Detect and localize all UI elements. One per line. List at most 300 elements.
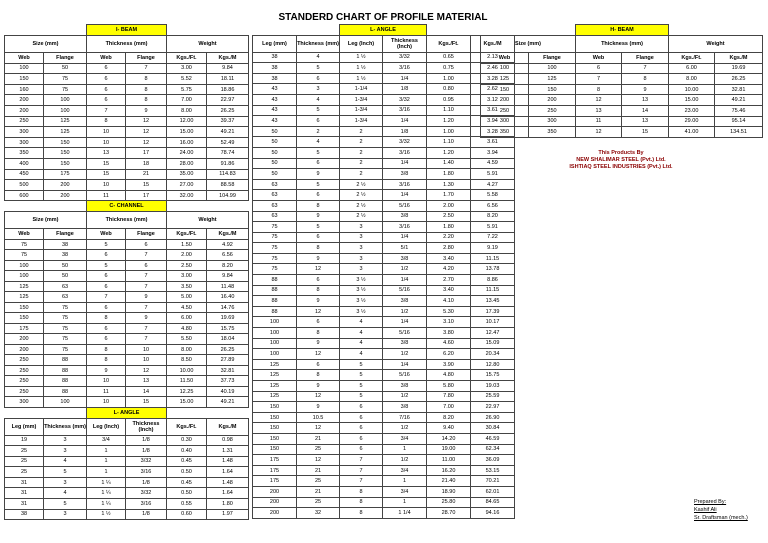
table-cell: 6 (87, 302, 126, 313)
table-cell: 12 (297, 423, 340, 434)
table-cell: 250 (5, 365, 44, 376)
table-cell: 1.97 (207, 509, 249, 520)
table-cell: 49.21 (715, 95, 763, 106)
web-header: Web (5, 228, 44, 239)
table-cell: 75 (44, 344, 87, 355)
table-cell: 3/8 (383, 253, 427, 264)
table-cell: 7/16 (383, 412, 427, 423)
table-cell: 38 (253, 63, 297, 74)
table-cell: 150 (5, 313, 44, 324)
table-cell: 3/16 (383, 63, 427, 74)
ibeam-table (4, 24, 249, 520)
table-cell: 8.20 (471, 211, 515, 222)
table-cell: 1/2 (383, 455, 427, 466)
kgm-header: Kgs./M (715, 52, 763, 63)
table-cell: 88 (253, 296, 297, 307)
table-cell: 3/32 (383, 52, 427, 63)
table-cell: 1/8 (383, 84, 427, 95)
table-cell: 8 (126, 74, 167, 85)
table-cell: 7 (126, 302, 167, 313)
table-cell: 250 (5, 376, 44, 387)
table-cell: 2 (340, 158, 383, 169)
table-cell: 12.00 (167, 116, 207, 127)
table-cell: 8 (576, 84, 622, 95)
table-cell: 7 (340, 476, 383, 487)
table-row (253, 328, 515, 339)
table-cell: 75.46 (715, 105, 763, 116)
table-cell: 450 (5, 169, 44, 180)
table-cell: 3 (340, 232, 383, 243)
prepared-by-role: Sr. Draftsman (mech.) (694, 515, 748, 521)
table-cell: 9 (297, 253, 340, 264)
table-cell: 3/4 (87, 435, 126, 446)
table-cell: 3.10 (427, 317, 471, 328)
table-cell: 88 (44, 355, 87, 366)
table-cell: 1 ¼ (87, 499, 126, 510)
table-cell: 6.56 (471, 200, 515, 211)
table-cell: 6 (87, 95, 126, 106)
table-cell: 38 (253, 73, 297, 84)
table-cell: 100 (44, 397, 87, 408)
table-cell: 25 (5, 456, 44, 467)
producer-line-1: This Products By (598, 150, 644, 156)
table-cell: 150 (5, 302, 44, 313)
table-cell: 6 (297, 190, 340, 201)
table-cell: 6.00 (669, 63, 715, 74)
table-cell: 125 (44, 116, 87, 127)
table-cell: 7 (622, 63, 669, 74)
table-row (481, 84, 763, 95)
table-cell: 94.16 (471, 508, 515, 519)
table-cell: 2 ½ (340, 200, 383, 211)
table-cell: 12 (126, 127, 167, 138)
table-cell: 200 (5, 344, 44, 355)
table-row (253, 402, 515, 413)
table-cell: 18.04 (207, 334, 249, 345)
table-cell: 100 (5, 63, 44, 74)
table-cell: 88.58 (207, 180, 249, 191)
table-cell: 6 (126, 239, 167, 250)
table-cell: 7 (126, 250, 167, 261)
table-cell: 1/4 (383, 73, 427, 84)
table-cell: 1 (383, 476, 427, 487)
table-cell: 125 (253, 381, 297, 392)
table-cell: 15.75 (471, 370, 515, 381)
table-cell: 125 (5, 281, 44, 292)
table-cell: 43 (253, 94, 297, 105)
table-cell: 3 ½ (340, 306, 383, 317)
table-cell: 7.80 (427, 391, 471, 402)
table-row (5, 435, 249, 446)
table-cell: 15.09 (471, 338, 515, 349)
table-cell: 4 (340, 349, 383, 360)
table-cell: 3 (44, 509, 87, 520)
table-cell: 125 (5, 292, 44, 303)
table-cell: 8 (126, 95, 167, 106)
table-cell: 9.84 (207, 271, 249, 282)
table-cell: 1.80 (427, 222, 471, 233)
table-cell: 8.00 (167, 344, 207, 355)
table-cell: 1/2 (383, 264, 427, 275)
table-cell: 1.40 (427, 158, 471, 169)
table-cell: 5 (87, 260, 126, 271)
table-cell: 2.70 (427, 275, 471, 286)
table-cell: 125 (253, 359, 297, 370)
table-row (5, 180, 249, 191)
thickness-header: Thickness (mm) (297, 35, 340, 52)
table-cell: 3 (340, 222, 383, 233)
table-cell: 8 (87, 344, 126, 355)
table-cell: 26.25 (207, 344, 249, 355)
section-title: C- CHANNEL (87, 201, 167, 212)
table-cell: 8 (297, 200, 340, 211)
table-cell: 84.65 (471, 497, 515, 508)
table-cell: 30.84 (471, 423, 515, 434)
table-cell: 3.00 (167, 271, 207, 282)
table-cell: 6 (297, 73, 340, 84)
table-cell: 6 (576, 63, 622, 74)
kgft-header: Kgs./Ft. (167, 418, 207, 435)
table-row (5, 446, 249, 457)
table-cell: 4.80 (427, 370, 471, 381)
table-cell: 5 (340, 359, 383, 370)
table-cell: 8 (297, 285, 340, 296)
table-row (253, 465, 515, 476)
table-cell: 9 (297, 169, 340, 180)
table-cell: 100 (253, 317, 297, 328)
table-cell: 1 ½ (87, 509, 126, 520)
table-cell: 0.55 (167, 499, 207, 510)
table-cell: 8 (297, 243, 340, 254)
table-row (253, 158, 515, 169)
table-cell: 9.19 (471, 243, 515, 254)
table-cell: 5 (297, 63, 340, 74)
leg_in-header: Leg (Inch) (340, 35, 383, 52)
section-row (5, 25, 249, 36)
table-cell: 9 (297, 381, 340, 392)
table-cell: 63 (44, 292, 87, 303)
table-cell: 16.40 (207, 292, 249, 303)
table-cell: 3/8 (383, 338, 427, 349)
table-cell: 6.56 (207, 250, 249, 261)
table-cell: 0.65 (427, 52, 471, 63)
table-cell: 63 (253, 211, 297, 222)
table-cell: 4.27 (471, 179, 515, 190)
table-cell: 1/8 (126, 509, 167, 520)
table-cell: 23.00 (669, 105, 715, 116)
table-cell: 3.61 (471, 137, 515, 148)
table-cell: 38 (253, 52, 297, 63)
table-row (5, 105, 249, 116)
table-cell: 150 (5, 74, 44, 85)
table-cell: 1 ¼ (87, 477, 126, 488)
table-cell: 14 (126, 386, 167, 397)
table-cell: 6.20 (427, 349, 471, 360)
table-cell: 25.59 (471, 391, 515, 402)
table-cell: 15 (126, 180, 167, 191)
table-cell: 5/16 (383, 328, 427, 339)
table-cell: 17 (126, 190, 167, 201)
table-cell (669, 25, 763, 36)
section-title: H- BEAM (576, 25, 669, 36)
table-cell: 14 (622, 105, 669, 116)
angle-table (252, 24, 515, 519)
leg_in-header: Leg (Inch) (87, 418, 126, 435)
weight-header: Weight (669, 35, 763, 52)
table-cell: 1/8 (126, 446, 167, 457)
table-cell: 0.95 (427, 94, 471, 105)
table-cell: 63 (44, 281, 87, 292)
table-cell: 250 (5, 355, 44, 366)
table-cell: 3.00 (167, 63, 207, 74)
table-cell: 7 (340, 465, 383, 476)
table-cell: 300 (481, 116, 529, 127)
header-row (5, 35, 249, 52)
table-cell: 50 (253, 126, 297, 137)
table-cell: 3.40 (427, 285, 471, 296)
table-row (253, 306, 515, 317)
table-cell (167, 201, 249, 212)
table-row (253, 63, 515, 74)
table-row (253, 116, 515, 127)
table-cell: 0.75 (427, 63, 471, 74)
kgft-header: Kgs./Ft. (167, 228, 207, 239)
table-cell: 37.73 (207, 376, 249, 387)
table-cell: 6 (87, 84, 126, 95)
table-row (5, 63, 249, 74)
table-cell: 1/4 (383, 359, 427, 370)
table-cell: 4.50 (167, 302, 207, 313)
table-cell: 4 (44, 456, 87, 467)
table-cell: 3.40 (427, 253, 471, 264)
table-cell: 100 (253, 349, 297, 360)
table-row (253, 264, 515, 275)
table-cell: 0.80 (427, 84, 471, 95)
table-cell: 1/8 (126, 435, 167, 446)
table-cell: 200 (44, 190, 87, 201)
table-row (5, 116, 249, 127)
table-row (5, 334, 249, 345)
table-cell: 3/16 (383, 222, 427, 233)
table-cell: 50 (253, 147, 297, 158)
table-cell: 250 (529, 105, 576, 116)
header-row (5, 418, 249, 435)
prepared-by (694, 498, 748, 522)
table-cell: 21 (126, 169, 167, 180)
table-cell: 175 (44, 169, 87, 180)
table-cell: 11.50 (167, 376, 207, 387)
section-row (5, 201, 249, 212)
table-cell: 26.90 (471, 412, 515, 423)
table-cell: 75 (5, 239, 44, 250)
table-cell: 75 (253, 232, 297, 243)
table-cell: 0.45 (167, 477, 207, 488)
table-cell: 10.5 (297, 412, 340, 423)
table-cell: 75 (44, 74, 87, 85)
table-cell: 35.00 (167, 169, 207, 180)
table-row (5, 250, 249, 261)
table-cell: 4.10 (427, 296, 471, 307)
subheader-row (5, 52, 249, 63)
table-cell: 6 (297, 275, 340, 286)
kgft-header: Kgs./Ft. (669, 52, 715, 63)
table-cell: 26.25 (715, 74, 763, 85)
table-cell: 5.58 (471, 190, 515, 201)
table-cell (5, 201, 87, 212)
table-cell: 3/4 (383, 433, 427, 444)
table-cell: 43 (253, 105, 297, 116)
table-cell: 7 (340, 455, 383, 466)
table-cell: 75 (253, 264, 297, 275)
table-cell: 9 (297, 296, 340, 307)
table-row (253, 222, 515, 233)
table-cell: 15 (87, 169, 126, 180)
table-cell: 100 (44, 105, 87, 116)
table-cell: 4.92 (207, 239, 249, 250)
table-cell: 13 (126, 376, 167, 387)
table-cell: 10 (126, 344, 167, 355)
table-cell: 300 (5, 137, 44, 148)
table-cell: 8 (126, 84, 167, 95)
table-row (5, 467, 249, 478)
table-cell: 3/32 (126, 456, 167, 467)
table-cell: 15.75 (207, 323, 249, 334)
table-cell: 8.86 (471, 275, 515, 286)
table-cell: 5.30 (427, 306, 471, 317)
table-row (5, 477, 249, 488)
table-cell: 3 (340, 243, 383, 254)
table-cell: 50 (44, 271, 87, 282)
table-cell: 5 (340, 391, 383, 402)
table-cell: 32.81 (715, 84, 763, 95)
table-row (253, 190, 515, 201)
table-cell: 4.60 (427, 338, 471, 349)
table-cell: 3 ½ (340, 285, 383, 296)
table-cell: 100 (253, 338, 297, 349)
producer-line-3: ISHTIAQ STEEL INDUSTRIES (Pvt.) Ltd. (569, 164, 673, 170)
kgm-header: Kgs./M (471, 35, 515, 52)
table-cell: 150 (253, 444, 297, 455)
table-cell: 1.80 (427, 169, 471, 180)
table-row (253, 105, 515, 116)
table-cell: 2 (340, 137, 383, 148)
table-cell: 3/16 (126, 467, 167, 478)
table-cell: 70.21 (471, 476, 515, 487)
table-cell: 8 (340, 508, 383, 519)
table-cell: 21.40 (427, 476, 471, 487)
table-row (253, 253, 515, 264)
table-row (253, 476, 515, 487)
table-cell: 1.20 (427, 147, 471, 158)
table-row (5, 84, 249, 95)
table-cell: 11 (576, 116, 622, 127)
table-cell: 75 (5, 250, 44, 261)
table-cell: 17 (126, 148, 167, 159)
table-cell: 200 (253, 508, 297, 519)
table-cell: 250 (5, 116, 44, 127)
table-row (253, 338, 515, 349)
table-cell: 100 (5, 271, 44, 282)
table-row (5, 386, 249, 397)
table-cell: 7 (87, 292, 126, 303)
table-cell: 4 (340, 317, 383, 328)
table-cell: 8 (297, 328, 340, 339)
table-row (253, 137, 515, 148)
table-cell: 15.00 (167, 397, 207, 408)
table-cell: 29.00 (669, 116, 715, 127)
table-cell: 3/32 (126, 488, 167, 499)
table-cell: 3 (340, 253, 383, 264)
table-cell: 4 (340, 328, 383, 339)
kgm-header: Kgs./M (207, 418, 249, 435)
table-row (253, 73, 515, 84)
table-cell: 16.20 (427, 465, 471, 476)
table-cell: 1.50 (167, 239, 207, 250)
web2-header: Web (87, 228, 126, 239)
table-cell: 7 (126, 323, 167, 334)
table-cell: 6 (297, 158, 340, 169)
table-cell: 3/8 (383, 381, 427, 392)
table-cell: 5 (44, 467, 87, 478)
table-row (481, 95, 763, 106)
table-cell: 5 (44, 499, 87, 510)
thickness-header: Thickness (mm) (87, 211, 167, 228)
table-cell: 15.00 (669, 95, 715, 106)
table-cell: 125 (44, 127, 87, 138)
table-cell: 125 (529, 74, 576, 85)
table-cell: 5.75 (167, 84, 207, 95)
table-cell: 6 (340, 402, 383, 413)
table-cell: 31 (5, 477, 44, 488)
table-cell: 13.78 (471, 264, 515, 275)
table-cell: 12 (297, 349, 340, 360)
table-cell: 7 (576, 74, 622, 85)
table-cell: 9 (126, 105, 167, 116)
table-row (5, 260, 249, 271)
table-cell: 6.00 (167, 313, 207, 324)
table-cell: 49.21 (207, 127, 249, 138)
table-cell: 15 (126, 397, 167, 408)
producer-line-2: NEW SHALIMAR STEEL (Pvt.) Ltd. (576, 157, 666, 163)
table-cell: 25 (297, 444, 340, 455)
table-cell: 3/4 (383, 486, 427, 497)
table-cell: 1 ½ (340, 52, 383, 63)
table-cell: 75 (253, 222, 297, 233)
table-cell: 1.31 (207, 446, 249, 457)
header-row (481, 35, 763, 52)
table-cell: 75 (44, 334, 87, 345)
table-cell: 0.50 (167, 488, 207, 499)
table-cell: 12 (297, 264, 340, 275)
table-row (253, 169, 515, 180)
table-cell: 5.80 (427, 381, 471, 392)
table-cell: 22.97 (207, 95, 249, 106)
table-cell: 1.64 (207, 488, 249, 499)
table-row (253, 455, 515, 466)
table-cell: 8.50 (167, 355, 207, 366)
table-row (253, 232, 515, 243)
table-cell: 200 (44, 180, 87, 191)
table-cell: 3.28 (471, 73, 515, 84)
table-cell: 1/4 (383, 116, 427, 127)
table-cell: 2.62 (471, 84, 515, 95)
table-cell: 1-3/4 (340, 116, 383, 127)
table-cell: 500 (5, 180, 44, 191)
table-cell: 25 (5, 467, 44, 478)
table-cell: 12.25 (167, 386, 207, 397)
table-cell: 19.69 (207, 313, 249, 324)
table-cell: 52.49 (207, 137, 249, 148)
